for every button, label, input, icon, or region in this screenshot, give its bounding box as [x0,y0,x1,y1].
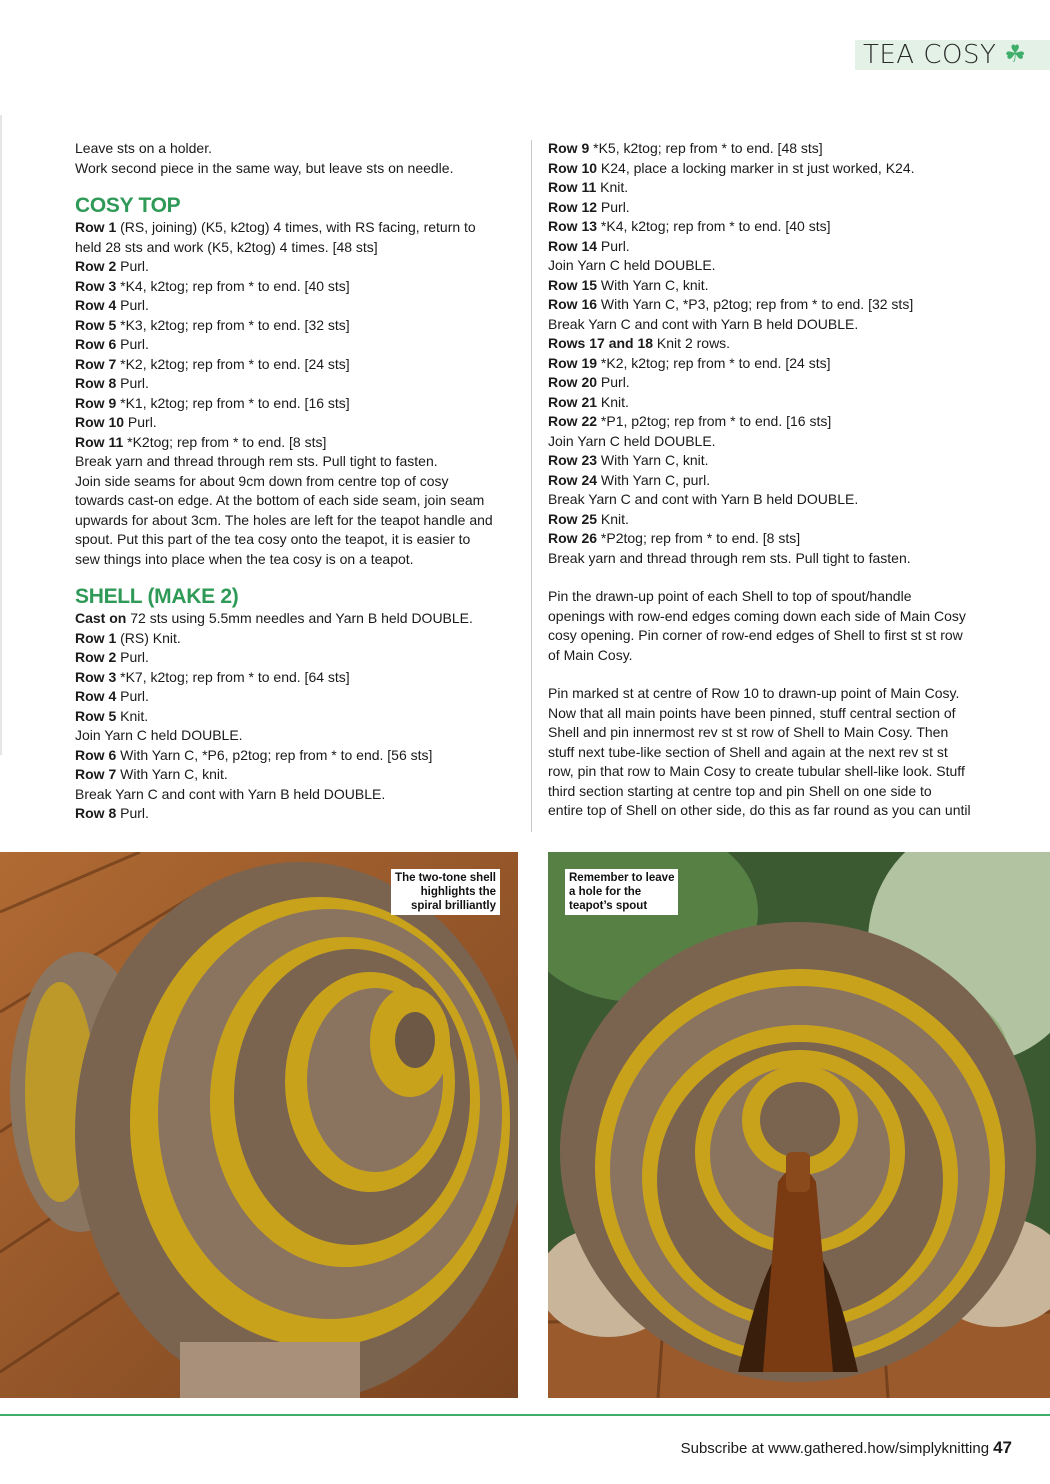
assembly-line: stuff next tube-like section of Shell and again at the next rev st st [548,743,948,760]
intro-line: Leave sts on a holder. [75,140,212,156]
pattern-row [75,433,520,453]
pattern-row [75,394,520,414]
row-label: Row 9 [75,394,117,411]
pattern-row [548,451,998,471]
pattern-row [75,277,520,297]
right-column [548,139,998,821]
row-label: Row 1 [75,629,117,646]
finishing-line: sew things into place when the tea cosy is on a teapot. [75,550,414,567]
row-text: Purl. [597,237,630,254]
section-header-tab [855,40,1050,70]
row-label: Row 19 [548,354,598,371]
pattern-row [548,373,998,393]
row-text: Knit. [116,707,149,724]
clover-icon: ☘ [1004,41,1026,68]
pattern-row [75,668,520,688]
shell-heading: SHELL (MAKE 2) [75,585,239,608]
instruction-line: Join Yarn C held DOUBLE. [75,727,243,743]
row-label: Row 15 [548,276,598,293]
row-text: With Yarn C, knit. [597,452,709,468]
row-text: *K7, k2tog; rep from * to end. [64 sts] [116,668,350,685]
row-text: *P2tog; rep from * to end. [8 sts] [597,530,801,546]
row-label: Row 25 [548,510,598,527]
assembly-line: openings with row-end edges coming down each side of Main Cosy [548,607,966,624]
instruction-line: Break Yarn C and cont with Yarn B held DOUBLE. [75,785,386,802]
photo-caption: The two-tone shell highlights the spiral brilliantly [391,869,500,915]
row-text: Purl. [116,336,149,352]
instruction-line: Break Yarn C and cont with Yarn B held DOUBLE. [548,491,859,507]
row-label: Row 14 [548,237,598,254]
row-label: Row 11 [548,179,597,195]
row-text: *K5, k2tog; rep from * to end. [48 sts] [589,140,823,156]
pattern-row [75,746,520,766]
row-text: Purl. [116,805,149,821]
row-label: Row 21 [548,393,598,410]
pattern-row [548,237,998,257]
assembly-line: third section starting at centre top and pin Shell on one side to [548,782,932,799]
tea-cosy-photo-spout-view [548,852,1050,1398]
pattern-row [75,804,520,824]
row-text: Knit. [597,510,629,527]
row-text: Knit. [597,393,629,410]
row-text: Purl. [124,414,157,430]
pattern-row [75,218,520,238]
footer [681,1438,1012,1458]
pattern-row [548,529,998,549]
row-text: With Yarn C, knit. [597,276,709,293]
instruction-line: Break Yarn C and cont with Yarn B held DOUBLE. [548,315,859,332]
pattern-row [548,510,998,530]
pattern-row [548,295,998,315]
row-label: Row 16 [548,296,598,312]
row-text: *K2, k2tog; rep from * to end. [24 sts] [116,355,350,372]
row-label: Row 5 [75,316,117,333]
row-label: Row 4 [75,297,117,313]
pattern-row [75,629,520,649]
row-label: Rows 17 and 18 [548,335,654,351]
row-text: With Yarn C, knit. [116,766,228,782]
row-text: 72 sts using 5.5mm needles and Yarn B held DOUBLE. [126,610,473,626]
assembly-line: of Main Cosy. [548,646,633,663]
row-label: Row 23 [548,452,598,468]
finishing-line: spout. Put this part of the tea cosy onto the teapot, it is easier to [75,531,471,547]
pattern-row [75,374,520,394]
row-label: Row 10 [75,414,125,430]
row-label: Row 6 [75,336,117,352]
assembly-line: cosy opening. Pin corner of row-end edges of Shell to first st st row [548,627,963,643]
pattern-row [75,765,520,785]
left-column [75,139,520,824]
row-label: Row 8 [75,375,117,391]
pattern-row [548,354,998,374]
row-label: Row 22 [548,413,598,429]
pattern-row [548,217,998,237]
row-label: Row 11 [75,433,124,450]
photo-caption: Remember to leave a hole for the teapot’s spout [565,869,678,915]
row-label: Row 10 [548,159,598,176]
assembly-line: Shell and pin innermost rev st st row of Shell to Main Cosy. Then [548,724,949,740]
row-text: With Yarn C, *P6, p2tog; rep from * to end. [56 sts] [116,746,433,763]
row-label: Row 24 [548,471,598,488]
row-text: K24, place a locking marker in st just worked, K24. [597,159,915,176]
pattern-row [548,471,998,491]
row-label: Row 2 [75,258,117,274]
row-text: Purl. [116,297,149,313]
pattern-row [75,707,520,727]
pattern-row [75,296,520,316]
row-text: *P1, p2tog; rep from * to end. [16 sts] [597,413,832,429]
pattern-row [548,198,998,218]
row-text: Knit. [596,179,629,195]
photo-illustration [548,852,1050,1398]
pattern-row [75,355,520,375]
row-text: *K1, k2tog; rep from * to end. [16 sts] [116,394,350,411]
row-text: *K2, k2tog; rep from * to end. [24 sts] [597,354,831,371]
row-text: Purl. [116,649,149,665]
pattern-row [75,335,520,355]
row-text: *K3, k2tog; rep from * to end. [32 sts] [116,316,350,333]
pattern-row-continued: held 28 sts and work (K5, k2tog) 4 times. [48 sts] [75,238,378,255]
intro-line: Work second piece in the same way, but leave sts on needle. [75,159,454,176]
row-text: Purl. [116,688,149,704]
page-edge-rule [0,115,2,755]
row-label: Row 3 [75,277,117,294]
assembly-line: Now that all main points have been pinned, stuff central section of [548,704,956,721]
row-label: Row 5 [75,707,117,724]
finishing-line: Break yarn and thread through rem sts. Pull tight to fasten. [75,453,438,469]
row-label: Row 13 [548,218,598,234]
row-label: Row 8 [75,805,117,821]
row-text: Purl. [116,258,149,274]
row-label: Row 7 [75,355,117,372]
assembly-line: entire top of Shell on other side, do this as far round as you can until [548,802,971,818]
photo-illustration [0,852,518,1398]
row-text: (RS) Knit. [116,629,181,646]
tea-cosy-photo-top-view [0,852,518,1398]
pattern-row [75,257,520,277]
footer-rule [0,1414,1050,1416]
row-label: Row 9 [548,140,590,156]
row-label: Row 26 [548,530,598,546]
pattern-row [548,393,998,413]
pattern-row [75,316,520,336]
pattern-row [548,159,998,179]
pattern-row [548,412,998,432]
assembly-line: Pin the drawn-up point of each Shell to top of spout/handle [548,588,912,604]
subscribe-link[interactable]: Subscribe at www.gathered.how/simplyknitting [680,1440,990,1457]
row-text: *K4, k2tog; rep from * to end. [40 sts] [597,218,831,234]
finishing-line: Join side seams for about 9cm down from centre top of cosy [75,472,449,489]
pattern-row [75,687,520,707]
pattern-row [548,139,998,159]
assembly-line: Pin marked st at centre of Row 10 to drawn-up point of Main Cosy. [548,685,960,701]
assembly-line: row, pin that row to Main Cosy to create tubular shell-like look. Stuff [548,763,965,779]
row-label: Row 7 [75,766,117,782]
pattern-row [75,413,520,433]
pattern-row [75,648,520,668]
row-text: *K2tog; rep from * to end. [8 sts] [123,433,327,450]
cosy-top-heading: COSY TOP [75,194,181,217]
row-label: Cast on [75,610,127,626]
row-label: Row 1 [75,219,117,235]
row-label: Row 2 [75,649,117,665]
instruction-line: Break yarn and thread through rem sts. Pull tight to fasten. [548,549,911,566]
row-text: Knit 2 rows. [653,335,731,351]
row-label: Row 6 [75,746,117,763]
row-label: Row 12 [548,198,598,215]
row-text: Purl. [116,375,149,391]
column-divider [531,140,532,832]
pattern-row [75,609,520,629]
pattern-row [548,276,998,296]
pattern-row [548,178,998,198]
row-label: Row 4 [75,688,117,704]
row-text: (RS, joining) (K5, k2tog) 4 times, with RS facing, return to [116,219,476,235]
row-text: *K4, k2tog; rep from * to end. [40 sts] [116,277,350,294]
page-number: 47 [993,1438,1012,1457]
section-title: TEA COSY [863,40,997,70]
row-label: Row 20 [548,374,598,390]
row-text: With Yarn C, purl. [597,471,711,488]
instruction-line: Join Yarn C held DOUBLE. [548,257,716,273]
instruction-line: Join Yarn C held DOUBLE. [548,432,716,449]
row-text: Purl. [597,198,630,215]
row-label: Row 3 [75,668,117,685]
finishing-line: towards cast-on edge. At the bottom of each side seam, join seam [75,492,485,508]
row-text: Purl. [597,374,630,390]
row-text: With Yarn C, *P3, p2tog; rep from * to end. [32 sts] [597,296,914,312]
finishing-line: upwards for about 3cm. The holes are left for the teapot handle and [75,511,493,528]
pattern-row [548,334,998,354]
